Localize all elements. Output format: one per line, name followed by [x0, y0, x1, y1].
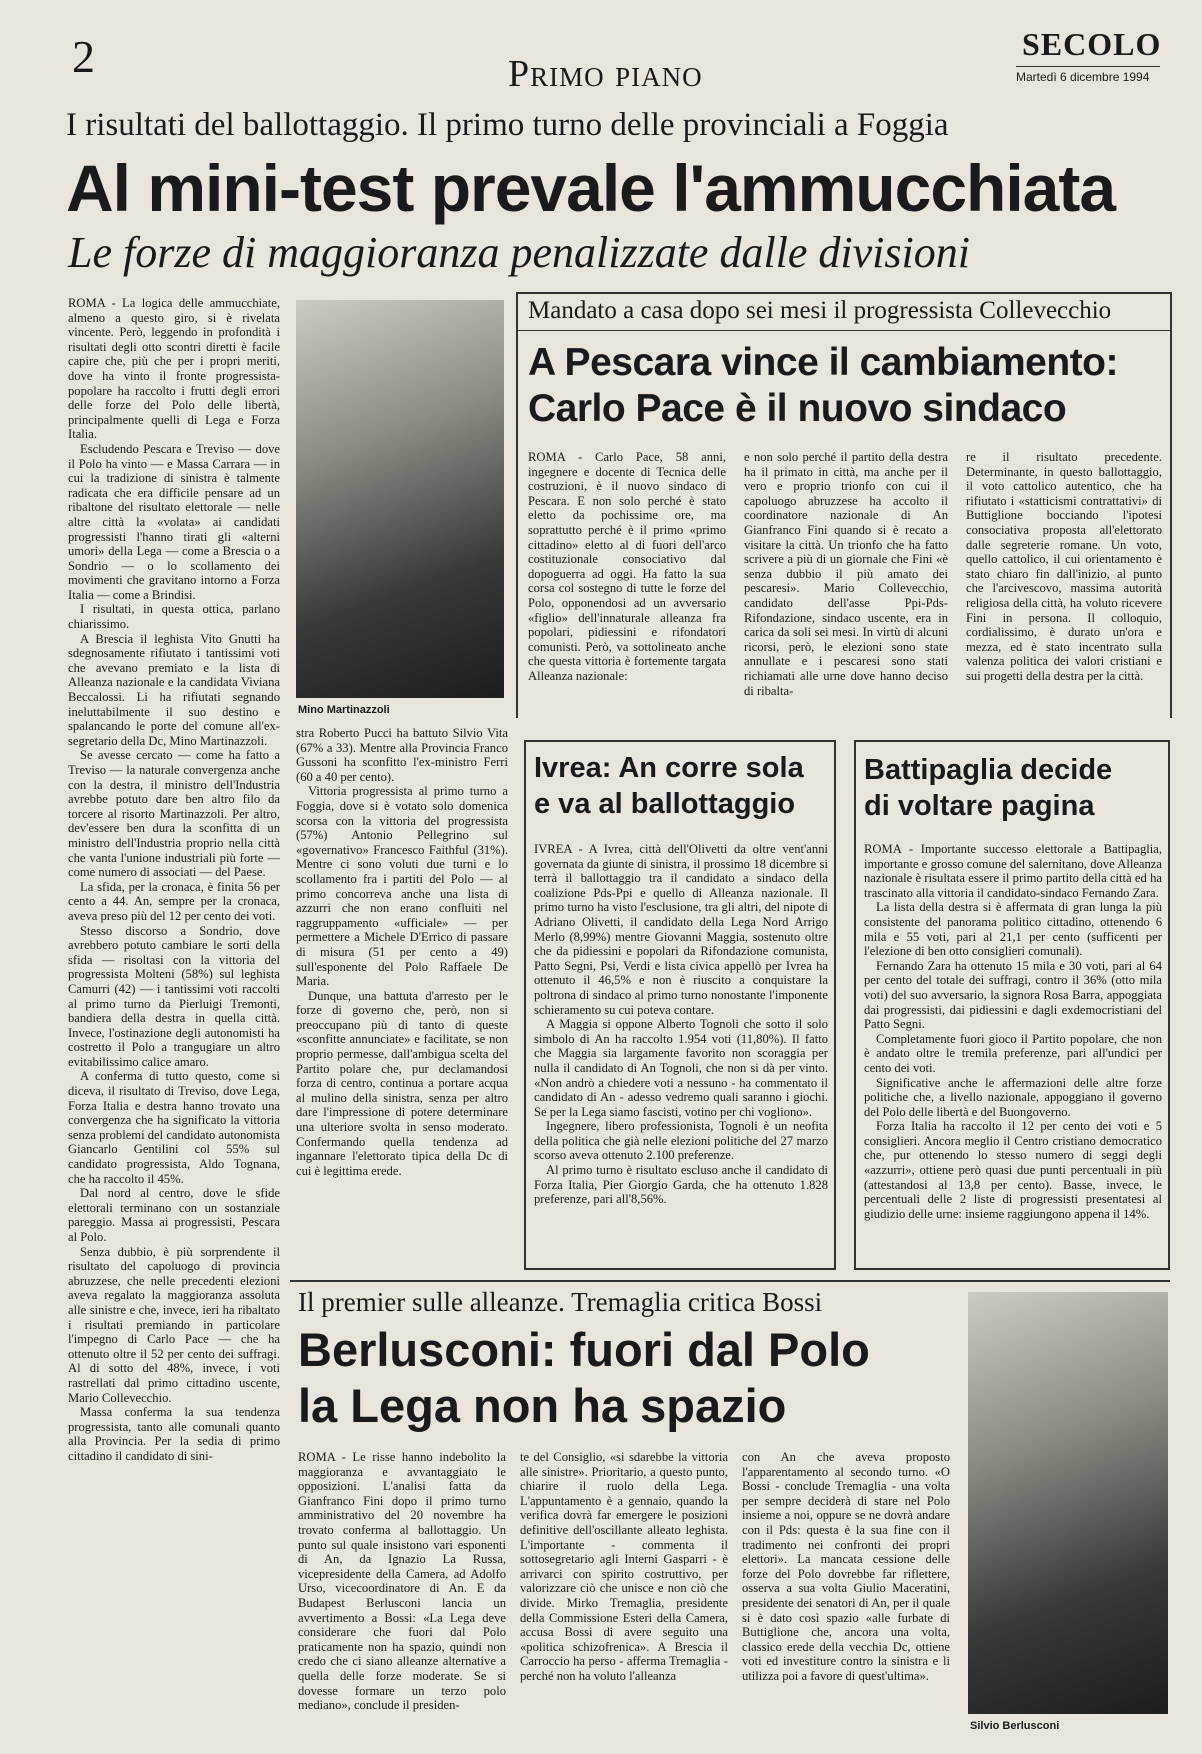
battipaglia-headline-line2: di voltare pagina — [864, 790, 1095, 822]
paragraph: ROMA - La logica delle ammucchiate, almeno a questo giro, si è rivelata vincente. Però, leggendo in profondità i risultati degli otto scontri diretti è facile capire che, più che per i propri meriti, dove ha vinto il fronte progressista-popolare ha raccolto i frutti degli errori delle forze del Polo delle libertà, principalmente quelli di Lega e Forza Italia. — [68, 296, 280, 442]
berlusconi-col2 — [520, 1450, 728, 1726]
paragraph: con An che aveva proposto l'apparentamento al secondo turno. «O Bossi - conclude Tremaglia - una volta per sempre deciderà di stare nel Polo insieme a noi, oppure se ne dovrà andare con il Pds: questa è la sua fine con il tradimento nei confronti dei propri elettori». La mancata cessione delle forze del Polo dovrebbe far riflettere, osserva a sua volta Giulio Maceratini, presidente dei senatori di An, per il quale si è dato così spazio «alle furbate di Buttiglione che, ancora una volta, classico erede della vecchia Dc, ottiene voti ed investiture contro la sinistra e li utilizza poi a favore di quest'ultima». — [742, 1450, 950, 1683]
paragraph: Forza Italia ha raccolto il 12 per cento dei voti e 5 consiglieri. Ancora meglio il Centro cristiano democratico che, pur ottenendo lo stesso numero di seggi degli «azzurri», ottiene però quasi due punti percentuali in più (attestandosi al 13,8 per cento). Basse, invece, le percentuali delle 2 liste di progressisti presentatesi al giudizio delle urne: insieme raggiungono appena il 14%. — [864, 1119, 1162, 1221]
pescara-kicker-rule — [516, 330, 1170, 331]
pescara-col1 — [528, 450, 726, 710]
paragraph: Ingegnere, libero professionista, Tognoli è un neofita della politica che già nelle elezioni politiche del 27 marzo scorso aveva ottenuto 2.100 preferenze. — [534, 1119, 828, 1163]
berlusconi-headline-line2: la Lega non ha spazio — [298, 1379, 787, 1432]
pescara-headline-line2: Carlo Pace è il nuovo sindaco — [528, 387, 1067, 430]
paragraph: Significative anche le affermazioni delle altre forze politiche che, a livello nazionale, appoggiano il governo del Polo delle libertà e del Buongoverno. — [864, 1075, 1162, 1119]
berlusconi-kicker: Il premier sulle alleanze. Tremaglia critica Bossi — [298, 1287, 823, 1317]
berlusconi-top-rule — [290, 1280, 1170, 1282]
paragraph: e non solo perché il partito della destra ha il primato in città, ma anche per il vero e proprio trionfo con cui il capoluogo abruzzese ha accolto il coordinatore nazionale di An Gianfranco Fini quando si è recato a visitare la città. Un trionfo che ha fatto scrivere a più di un giornale che Fini «è senza dubbio il più amato dei pescaresi». Mario Collevecchio, candidato dell'asse Ppi-Pds-Rifondazione, sindaco uscente, era in carica da soli sei mesi. In virtù di alcuni ricorsi, però, le elezioni sono state annullate e i pescaresi sono stati richiamati alle urne dove hanno deciso di ribalta- — [744, 450, 948, 698]
paragraph: Al primo turno è risultato escluso anche il candidato di Forza Italia, Pier Giorgio Garda, che ha ottenuto 1.828 preferenze, pari all'8,56%. — [534, 1163, 828, 1207]
paragraph: Fernando Zara ha ottenuto 15 mila e 30 voti, pari al 64 per cento del totale dei suffragi, contro il 36% (otto mila voti) del suo avversario, la signora Rosa Barra, appoggiata dai progressisti, dai pidiessini e dagli exdemocristiani del Patto Segni. — [864, 958, 1162, 1032]
paragraph: Escludendo Pescara e Treviso — dove il Polo ha vinto — e Massa Carrara — in cui la tradizione di sinistra è talmente radicata che era difficile pensare ad un ribaltone del risultato elettorale — nelle altre città la «volata» ai candidati progressisti l'hanno tirati gli «alterni umori» della Lega — come a Brescia o a Sondrio — o lo scollamento dei movimenti che gravitano intorno a Forza Italia — come a Brindisi. — [68, 441, 280, 602]
berlusconi-col1 — [298, 1450, 506, 1726]
ivrea-headline-line1: Ivrea: An corre sola — [534, 752, 804, 784]
paragraph: I risultati, in questa ottica, parlano chiarissimo. — [68, 602, 280, 632]
paragraph: Se avesse cercato — come ha fatto a Treviso — la naturale convergenza anche con la destra, il ministro dell'Industria avrebbe potuto dare ben altro filo da torcere al risorto Martinazzoli. Per altro, dev'essere ben dura la sconfitta di un ministro dell'Industria proprio nella città che vanta l'unione industriali più forte — come numero di associati — del Paese. — [68, 748, 280, 880]
section-title: Primo piano — [508, 53, 703, 95]
battipaglia-headline-line1: Battipaglia decide — [864, 754, 1113, 786]
main-article-col1 — [68, 296, 280, 1724]
battipaglia-text — [864, 842, 1162, 1262]
page-number: 2 — [72, 31, 95, 82]
paragraph: Completamente fuori gioco il Partito popolare, che non è andato oltre le tremila preferenze, pari all'undici per cento dei voti. — [864, 1031, 1162, 1075]
main-headline: Al mini-test prevale l'ammucchiata — [66, 151, 1116, 225]
paragraph: Massa conferma la sua tendenza progressista, tanto alle comunali quanto alla Provincia. Per la sedia di primo cittadino il candidato di sini- — [68, 1405, 280, 1463]
ivrea-headline-line2: e va al ballottaggio — [534, 788, 796, 820]
berlusconi-headline-line1: Berlusconi: fuori dal Polo — [298, 1323, 870, 1376]
paragraph: Dunque, una battuta d'arresto per le forze di governo che, però, non si preoccupano più di tanto di queste «sconfitte annunciate» e facilitate, se non proprio permesse, dall'ambigua scelta del Partito polare che, pur declamandosi forza di centro, continua a portare acqua al mulino della sinistra, senza per altro dare l'impressione di potere determinare una ulteriore svolta in senso moderato. Confermando quella tendenza ad ingannare l'elettorato tipica della Dc di cui è legittima erede. — [296, 988, 508, 1178]
paragraph: Dal nord al centro, dove le sfide elettorali terminano con un sostanziale pareggio. Massa ai progressisti, Pescara al Polo. — [68, 1186, 280, 1244]
main-article-col2 — [296, 726, 508, 1278]
paragraph: Stesso discorso a Sondrio, dove avrebbero potuto cambiare le sorti della sfida — risoltasi con la vittoria del progressista Molteni (58%) sul leghista Camurri (42) — i tantissimi voti raccolti al primo turno da Pierluigi Tremonti, bandiera della destra in quella città. Invece, l'ostinazione degli autonomisti ha costretto il Polo a trangugiare un altro evitabilissimo calice amaro. — [68, 923, 280, 1069]
pescara-col3 — [966, 450, 1162, 710]
pescara-col2 — [744, 450, 948, 710]
paragraph: ROMA - Le risse hanno indebolito la maggioranza e avvantaggiato le opposizioni. L'analisi fatta da Gianfranco Fini dopo il primo turno amministrativo del 20 novembre ha trovato conferma al ballottaggio. Un punto sul quale insistono vari esponenti di An, da Ignazio La Russa, vicepresidente della Camera, ad Adolfo Urso, vicecoordinatore di An. E da Budapest Berlusconi lancia un avvertimento a Bossi: «La Lega deve considerare che fuori dal Polo praticamente non ha spazio, quindi non credo che ci siano alleanze alternative a quella delle forze moderate. Se si dovesse formare un terzo polo mediano», conclude il presiden- — [298, 1450, 506, 1713]
header-rule — [1016, 66, 1160, 67]
issue-date: Martedì 6 dicembre 1994 — [1016, 70, 1150, 84]
pescara-kicker: Mandato a casa dopo sei mesi il progressista Collevecchio — [528, 297, 1112, 324]
main-kicker: I risultati del ballottaggio. Il primo turno delle provinciali a Foggia — [66, 107, 949, 143]
paragraph: re il risultato precedente. Determinante, in questo ballottaggio, il voto cattolico autentico, che ha rifiutato i «statticismi contrattativi» di Buttiglione bocciando l'ipotesi consociativa proposta all'elettorato dalle segreterie romane. Un voto, quello cattolico, il cui orientamento è stato chiaro fin dall'inizio, al punto che l'arcivescovo, massima autorità religiosa della città, ha voluto ricevere Fini in persona. Il colloquio, cordialissimo, è durato un'ora e mezza, ed è stato incentrato sulla valenza politica dei valori cristiani e sui progetti della destra per la città. — [966, 450, 1162, 683]
paragraph: Vittoria progressista al primo turno a Foggia, dove si è votato solo domenica scorsa con la vittoria del progressista (57%) Antonio Pellegrino sul «governativo» Francesco Faithful (31%). Mentre ci sono voluti due turni e lo scollamento fra i partiti del Polo — al primo concorreva anche una lista di azzurri che non erano confluiti nel raggruppamento «ufficiale» — per permettere a Michele D'Errico di passare di misura (51 per cento a 49) sull'esponente del Polo Raffaele De Maria. — [296, 784, 508, 989]
ivrea-text — [534, 842, 828, 1262]
pescara-headline-line1: A Pescara vince il cambiamento: — [528, 341, 1118, 384]
berlusconi-photo — [968, 1292, 1168, 1714]
paragraph: te del Consiglio, «si sdarebbe la vittoria alle sinistre». Prioritario, a questo punto, chiarire il ruolo della Lega. L'appuntamento è a gennaio, quando la verifica dovrà far emergere le posizioni definitive dell'oscillante alleato leghista. L'importante - commenta il sottosegretario agli Interni Gasparri - è arrivarci con spirito costruttivo, per valorizzare ciò che unisce e non ciò che divide. Mirko Tremaglia, presidente della Commissione Esteri della Camera, accusa Bossi di avere seguito una «politica schizofrenica». A Brescia il Carroccio ha perso - afferma Tremaglia - perché non ha voluto l'alleanza — [520, 1450, 728, 1683]
paragraph: ROMA - Importante successo elettorale a Battipaglia, importante e grosso comune del salernitano, dove Alleanza nazionale è risultata essere il primo partito della città ed ha trascinato alla vittoria il candidato-sindaco Fernando Zara. — [864, 842, 1162, 900]
paragraph: IVREA - A Ivrea, città dell'Olivetti da oltre vent'anni governata da giunte di sinistra, il prossimo 18 dicembre si terrà il ballottaggio tra il candidato a sindaco della coalizione Pds-Ppi e quello di Alleanza nazionale. Il primo turno ha visto l'esclusione, tra gli altri, del nipote di Adriano Olivetti, il candidato della Lega Nord Arrigo Merlo (8,99%) mentre Giovanni Maggia, sostenuto oltre che da pidiessini e popolari da Rifondazione comunista, Patto Segni, Psi, Verdi e lista civica appellò per Ivrea ha ottenuto il 46,5% e non è riuscito a conquistare la poltrona di sindaco al primo turno nonostante l'imponente schieramento su cui poteva contare. — [534, 842, 828, 1017]
photo-caption: Mino Martinazzoli — [298, 704, 390, 716]
paragraph: stra Roberto Pucci ha battuto Silvio Vita (67% a 33). Mentre alla Provincia Franco Gussoni ha sconfitto l'ex-ministro Ferri (60 a 40 per cento). — [296, 726, 508, 784]
martinazzoli-photo — [296, 300, 504, 698]
masthead-logo: SECOLO — [1022, 26, 1162, 62]
berlusconi-photo-caption: Silvio Berlusconi — [970, 1720, 1060, 1732]
paragraph: Senza dubbio, è più sorprendente il risultato del capoluogo di provincia abruzzese, che nelle precedenti elezioni aveva regalato la maggioranza assoluta alle sinistre e che, invece, ieri ha ribaltato i risultati premiando in particolare l'impegno di Carlo Pace — che ha ottenuto oltre il 52 per cento dei suffragi. Al di sotto del 48%, invece, i voti rastrellati dal primo cittadino uscente, Mario Collevecchio. — [68, 1244, 280, 1405]
paragraph: La lista della destra si è affermata di gran lunga la più consistente del panorama politico cittadino, ottenendo 6 mila e 55 voti, pari al 21,1 per cento (sufficenti per l'elezione di ben otto consiglieri comunali). — [864, 900, 1162, 959]
berlusconi-col3 — [742, 1450, 950, 1726]
paragraph: La sfida, per la cronaca, è finita 56 per cento a 44. An, sempre per la cronaca, aveva preso più del 12 per cento dei voti. — [68, 879, 280, 923]
paragraph: A Brescia il leghista Vito Gnutti ha sdegnosamente rifiutato i tantissimi voti che avevano premiato e la lista di Alleanza nazionale e la candidata Viviana Beccalossi. Li ha rifiutati segnando ineluttabilmente il suo destino e spalancando le porte del comune all'ex-segretario della Dc, Mino Martinazzoli. — [68, 631, 280, 748]
paragraph: A Maggia si oppone Alberto Tognoli che sotto il solo simbolo di An ha raccolto 1.954 voti (11,80%). Il fatto che Maggia sia largamente favorito non scoraggia per nulla il candidato di An Tognoli, che non si dà per vinto. «Non andrò a chiedere voti a nessuno - ha commentato il candidato di An - adesso vedremo quali saranno i giochi. Se per la Lega siamo fascisti, votino per chi vogliono». — [534, 1017, 828, 1119]
paragraph: ROMA - Carlo Pace, 58 anni, ingegnere e docente di Tecnica delle costruzioni, è il nuovo sindaco di Pescara. E non solo perché è stato eletto da pochissime ore, ma soprattutto perché è il primo «primo cittadino» eletto al di fuori dell'arco costituzionale consociativo dal dopoguerra ad oggi. Ha fatto la sua corsa col sostegno di tutte le forze del Polo, opponendosi ad un avversario «figlio» dell'innaturale alleanza fra popolari, pidiessini e rifondatori comunisti. Però, va sottolineato anche che questa vittoria è fortemente targata Alleanza nazionale: — [528, 450, 726, 683]
main-subheadline: Le forze di maggioranza penalizzate dalle divisioni — [68, 228, 970, 277]
paragraph: A conferma di tutto questo, come si diceva, il risultato di Treviso, dove Lega, Forza Italia e destra hanno trovato una convergenza che ha significato la vittoria senza problemi del candidato autonomista Giancarlo Gentilini col 55% sul candidato progressista, Aldo Tognana, che ha raccolto il 45%. — [68, 1069, 280, 1186]
